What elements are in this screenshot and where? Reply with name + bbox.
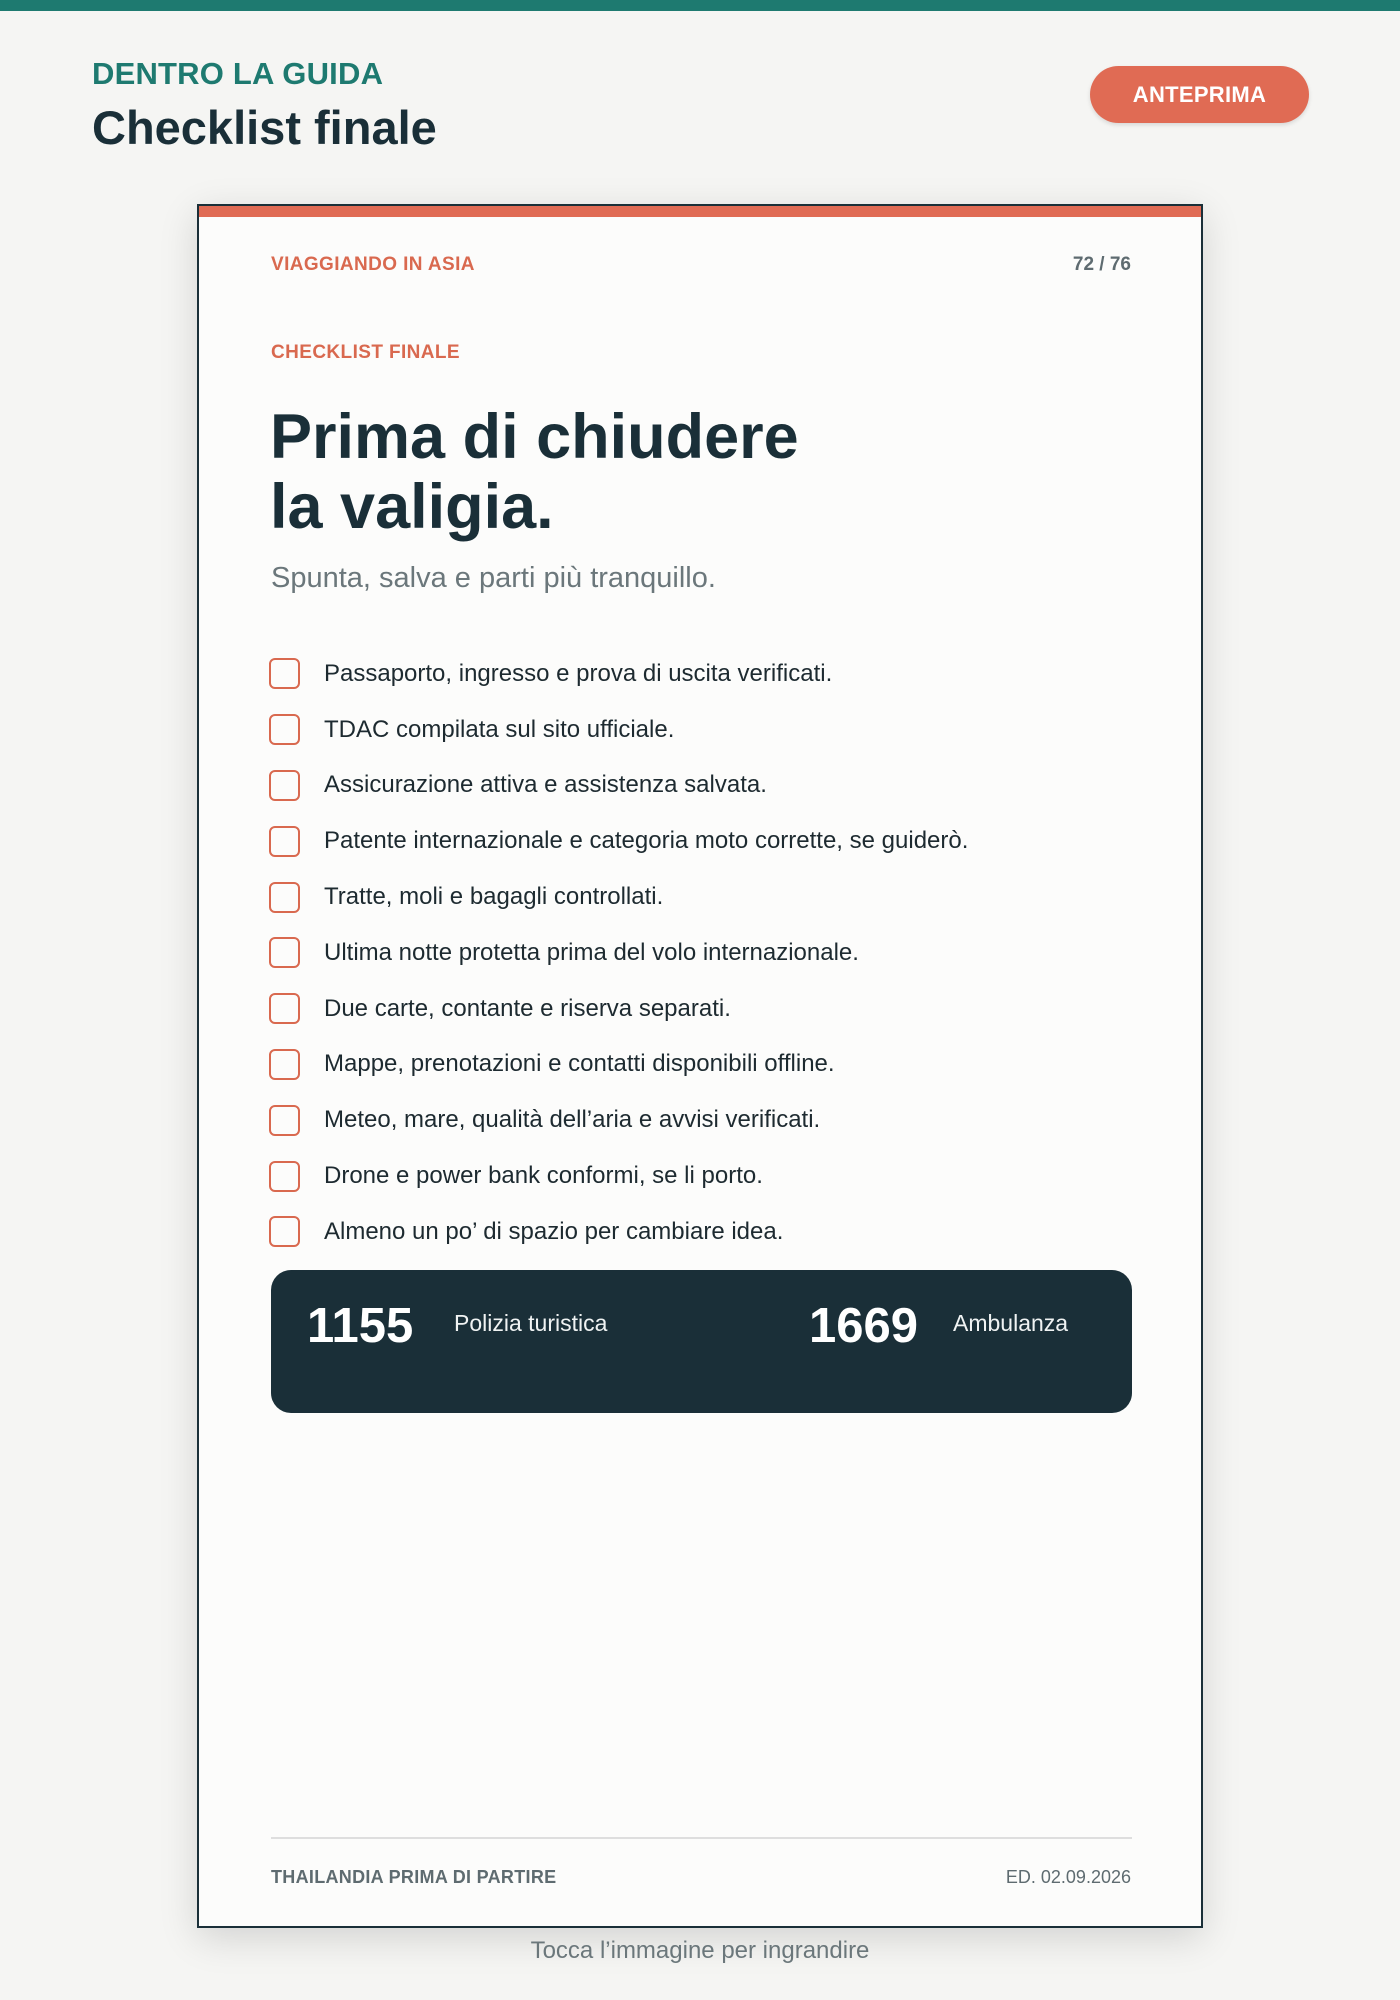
checkbox[interactable] bbox=[269, 1049, 300, 1080]
emergency-number-police: 1155 bbox=[307, 1299, 414, 1353]
checklist-item-text: Mappe, prenotazioni e contatti disponibili offline. bbox=[324, 1050, 835, 1078]
checklist-item-text: Patente internazionale e categoria moto corrette, se guiderò. bbox=[324, 827, 969, 855]
headline bbox=[270, 402, 970, 542]
footer-edition: ED. 02.09.2026 bbox=[1005, 1867, 1131, 1887]
top-accent-bar bbox=[0, 0, 1400, 11]
checklist-item bbox=[269, 981, 1129, 1037]
checkbox[interactable] bbox=[269, 770, 300, 801]
checklist-item-text: Due carte, contante e riserva separati. bbox=[324, 994, 731, 1022]
checkbox[interactable] bbox=[269, 1161, 300, 1192]
checklist-item bbox=[269, 925, 1129, 981]
emergency-label-police: Polizia turistica bbox=[454, 1310, 608, 1336]
checkbox[interactable] bbox=[269, 714, 300, 745]
preview-button[interactable]: ANTEPRIMA bbox=[1090, 66, 1309, 123]
page-title: Checklist finale bbox=[92, 101, 437, 154]
running-head: VIAGGIANDO IN ASIA bbox=[271, 254, 475, 275]
enlarge-caption: Tocca l’immagine per ingrandire bbox=[530, 1937, 870, 1964]
checklist-item-text: TDAC compilata sul sito ufficiale. bbox=[324, 715, 675, 743]
checkbox[interactable] bbox=[269, 1105, 300, 1136]
checklist-item bbox=[269, 1037, 1129, 1093]
checkbox[interactable] bbox=[269, 658, 300, 689]
checklist-item bbox=[269, 813, 1129, 869]
checklist-item-text: Drone e power bank conformi, se li porto. bbox=[324, 1162, 763, 1190]
guide-page-preview[interactable] bbox=[197, 204, 1203, 1928]
page-accent-bar bbox=[199, 206, 1201, 217]
subhead: Spunta, salva e parti più tranquillo. bbox=[271, 562, 716, 594]
emergency-numbers-box bbox=[271, 1270, 1132, 1413]
checkbox[interactable] bbox=[269, 826, 300, 857]
page-number: 72 / 76 bbox=[1072, 254, 1131, 275]
checklist-item-text: Almeno un po’ di spazio per cambiare idea. bbox=[324, 1217, 784, 1245]
checklist-item bbox=[269, 758, 1129, 814]
footer-title: THAILANDIA PRIMA DI PARTIRE bbox=[271, 1867, 557, 1887]
checkbox[interactable] bbox=[269, 1216, 300, 1247]
checklist bbox=[269, 646, 1129, 1260]
checkbox[interactable] bbox=[269, 993, 300, 1024]
emergency-number-ambulance: 1669 bbox=[809, 1299, 919, 1353]
headline-line-2: la valigia. bbox=[270, 472, 554, 542]
checklist-item-text: Ultima notte protetta prima del volo internazionale. bbox=[324, 938, 859, 966]
checkbox[interactable] bbox=[269, 882, 300, 913]
checkbox[interactable] bbox=[269, 937, 300, 968]
section-label: CHECKLIST FINALE bbox=[271, 342, 461, 363]
footer-divider bbox=[271, 1837, 1132, 1839]
emergency-label-ambulance: Ambulanza bbox=[953, 1310, 1069, 1336]
checklist-item-text: Tratte, moli e bagagli controllati. bbox=[324, 883, 664, 911]
checklist-item-text: Meteo, mare, qualità dell’aria e avvisi verificati. bbox=[324, 1106, 821, 1134]
checklist-item-text: Passaporto, ingresso e prova di uscita verificati. bbox=[324, 659, 833, 687]
checklist-item bbox=[269, 646, 1129, 702]
checklist-item bbox=[269, 702, 1129, 758]
checklist-item bbox=[269, 869, 1129, 925]
header-eyebrow: DENTRO LA GUIDA bbox=[92, 56, 384, 91]
headline-line-1: Prima di chiudere bbox=[270, 402, 799, 472]
checklist-item bbox=[269, 1092, 1129, 1148]
checklist-item-text: Assicurazione attiva e assistenza salvata. bbox=[324, 771, 767, 799]
checklist-item bbox=[269, 1148, 1129, 1204]
checklist-item bbox=[269, 1204, 1129, 1260]
